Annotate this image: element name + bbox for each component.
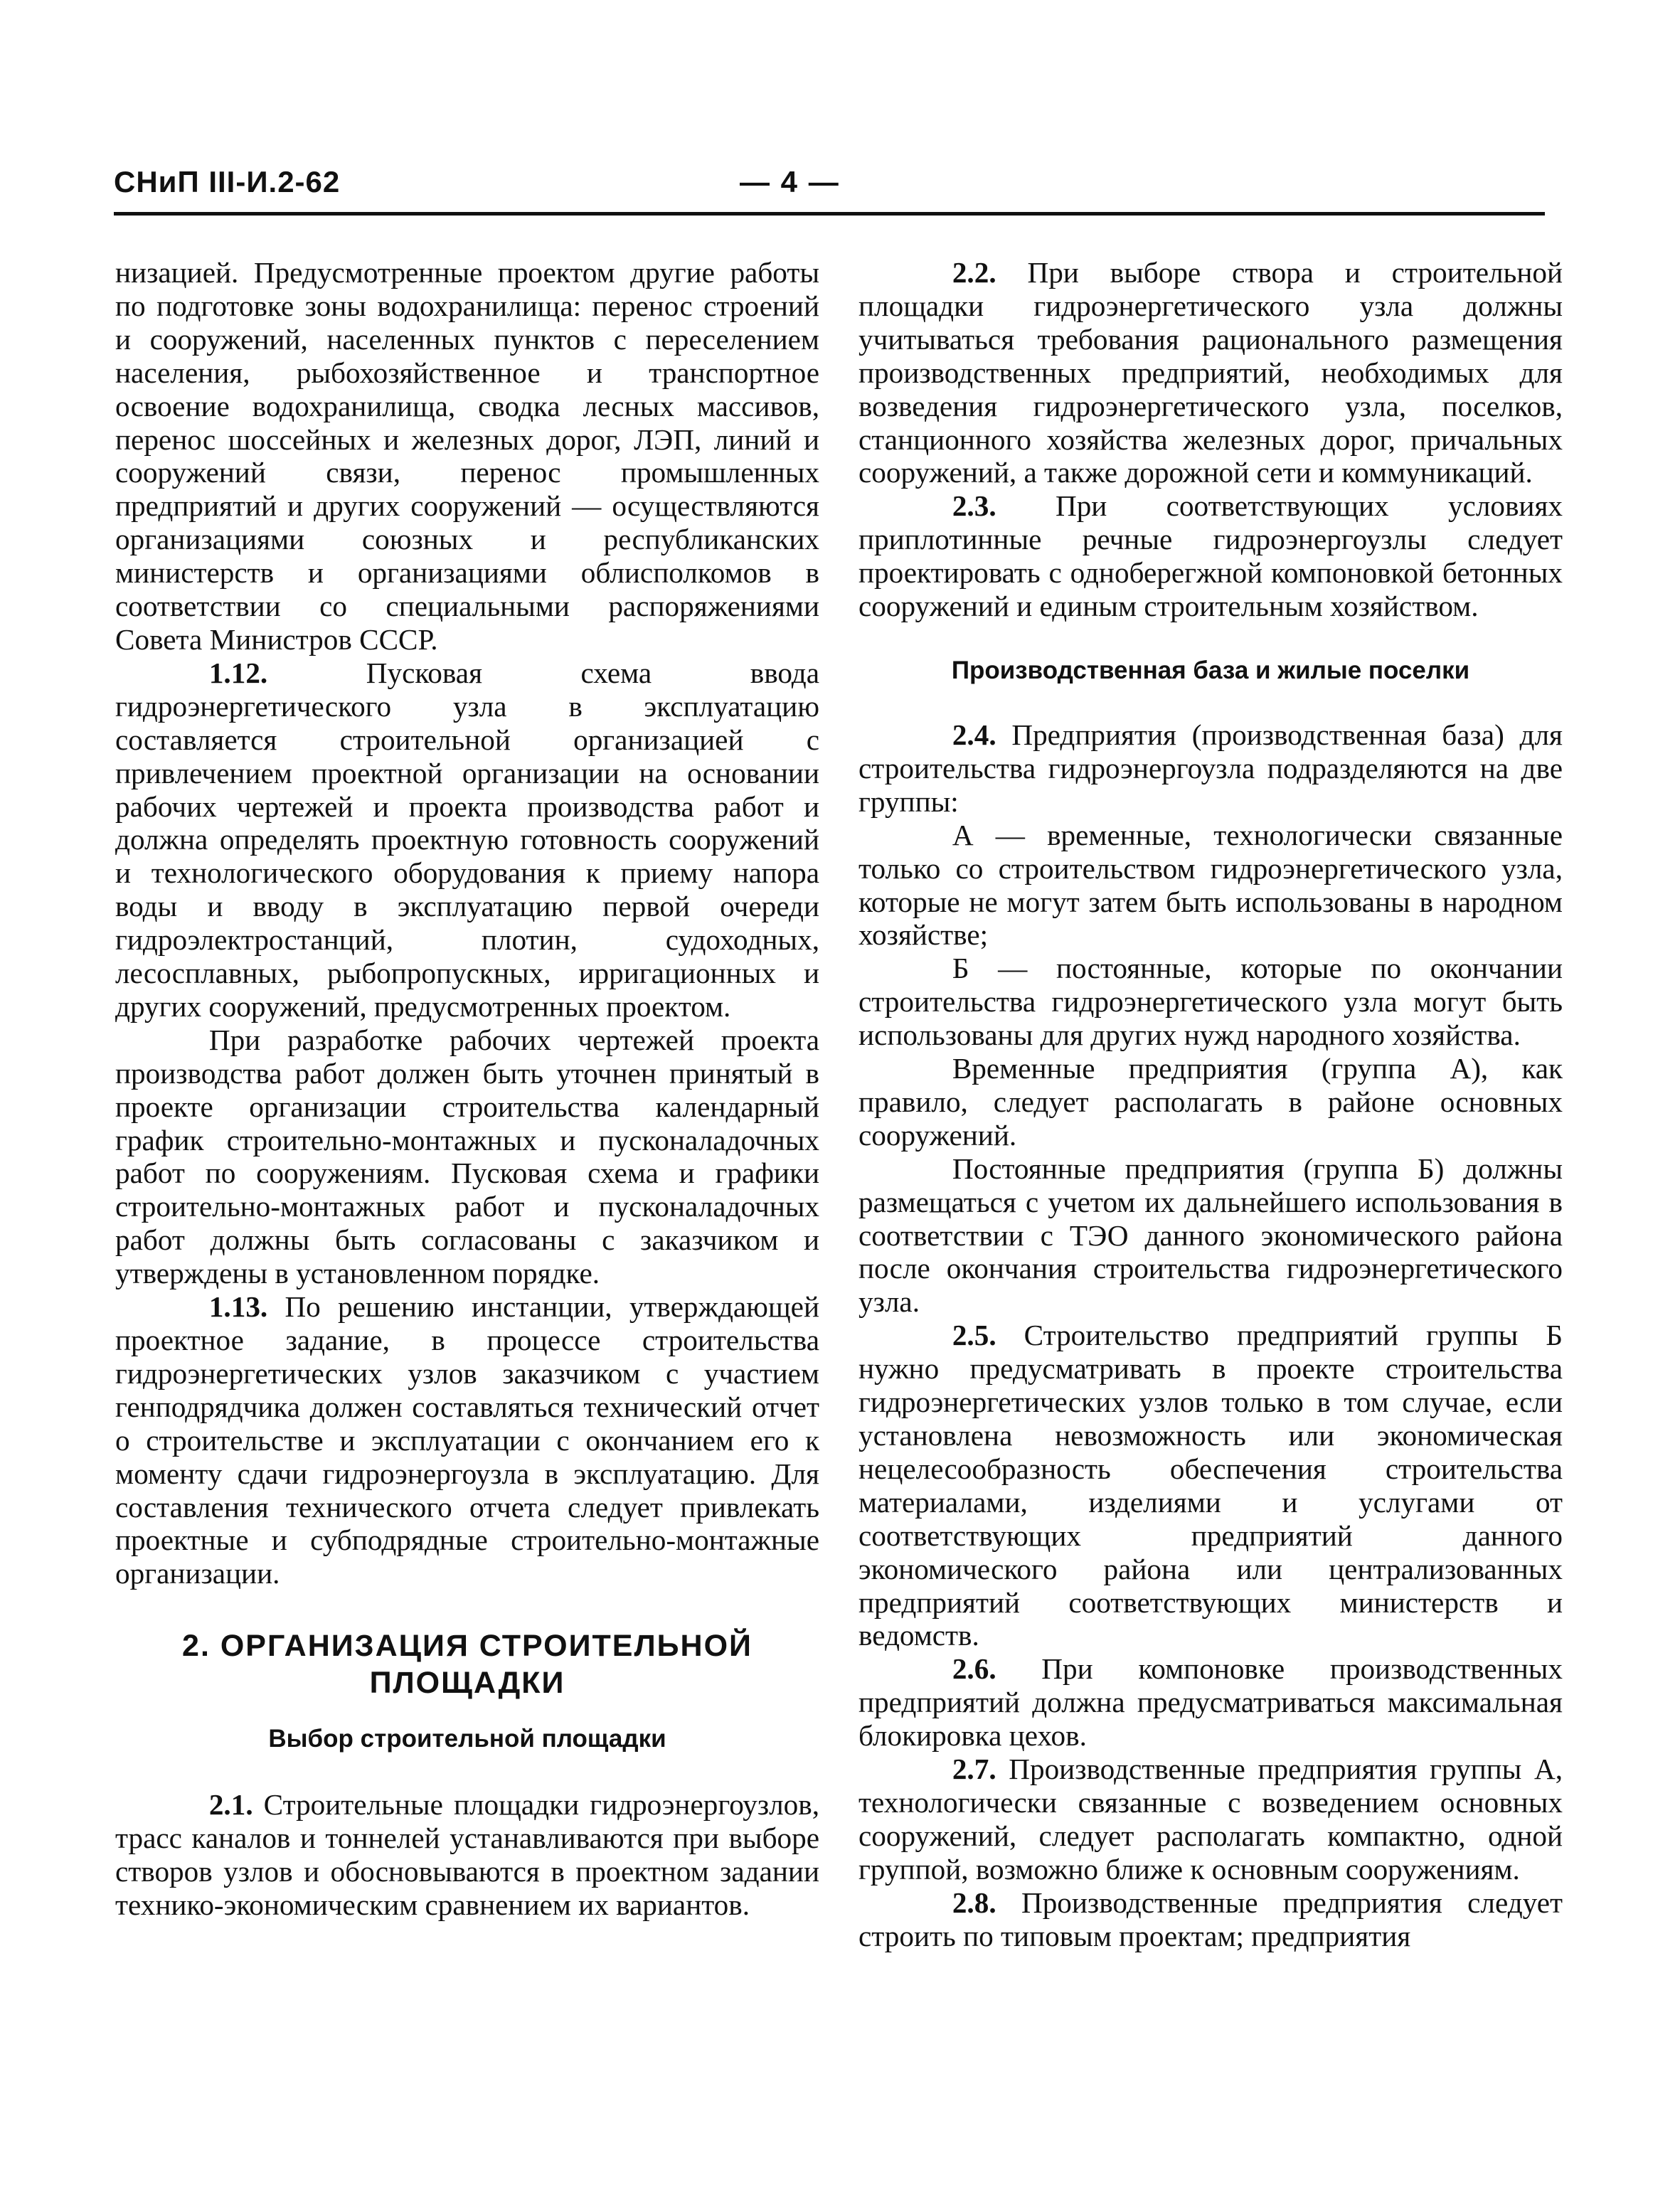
clause-number: 2.2. [952, 256, 996, 289]
paragraph-working-drawings: При разработке рабочих чертежей проекта производства работ должен быть уточнен принятый в проекте организации строительства календарный график строительно-монтажных и пусконаладочных работ по сооружениям. Пусковая схема и графики строительно-монтажных работ и пусконаладочных работ должны быть согласованы с заказчиком и утверждены в установленном порядке. [115, 1023, 819, 1290]
left-column [115, 256, 819, 1922]
paragraph-text: Производственные предприятия следует строить по типовым проектам; предприятия [858, 1886, 1563, 1952]
paragraph-2-5 [858, 1319, 1563, 1652]
section-heading-line: ПЛОЩАДКИ [369, 1666, 565, 1701]
clause-number: 2.4. [952, 718, 996, 751]
paragraph-text: При компоновке производственных предприятий должна предусматриваться максимальная блокировка цехов. [858, 1652, 1563, 1753]
paragraph-1-12 [115, 656, 819, 1024]
paragraph-text: Предприятия (производственная база) для строительства гидроэнергоузла подразделяются на две группы: [858, 718, 1563, 818]
right-column [858, 256, 1563, 1953]
paragraph-2-6 [858, 1652, 1563, 1753]
paragraph-text: Строительство предприятий группы Б нужно предусматривать в проекте строительства гидроэнергетических узлов только в том случае, если установлена невозможность или экономическая нецелесообразность обеспечения строительства материалами, изделиями и услугами от соответствующих предприятий данного экономического района или централизованных предприятий соответствующих министерств и ведомств. [858, 1319, 1563, 1652]
clause-number: 2.3. [952, 489, 996, 523]
section-heading-line: 2. ОРГАНИЗАЦИЯ СТРОИТЕЛЬНОЙ [182, 1629, 753, 1664]
paragraph-temporary: Временные предприятия (группа А), как правило, следует располагать в районе основных сооружений. [858, 1052, 1563, 1152]
clause-number: 1.12. [208, 656, 268, 689]
paragraph-2-2 [858, 256, 1563, 489]
clause-number: 1.13. [208, 1290, 268, 1324]
clause-number: 2.1. [208, 1788, 253, 1822]
paragraph-text: Строительные площадки гидроэнергоузлов, трасс каналов и тоннелей устанавливаются при выборе створов узлов и обосновываются в проектном задании технико-экономическим сравнением их вариантов. [115, 1788, 819, 1921]
clause-number: 2.5. [952, 1319, 996, 1352]
paragraph-group-b: Б — постоянные, которые по окончании строительства гидроэнергетического узла могут быть использованы для других нужд народного хозяйства. [858, 952, 1563, 1052]
paragraph-text: При соответствующих условиях приплотинные речные гидроэнергоузлы следует проектировать с одноберегжной компоновкой бетонных сооружений и единым строительным хозяйством. [858, 489, 1563, 623]
paragraph-2-8 [858, 1886, 1563, 1953]
paragraph-2-1 [115, 1788, 819, 1922]
paragraph-2-4 [858, 718, 1563, 819]
section-heading [115, 1627, 819, 1701]
paragraph-2-7 [858, 1753, 1563, 1886]
subsection-heading: Выбор строительной площадки [268, 1725, 666, 1753]
page-number: — 4 — [740, 165, 840, 198]
header-rule [114, 212, 1545, 216]
paragraph-1-13 [115, 1290, 819, 1590]
paragraph-group-a: А — временные, технологически связанные только со строительством гидроэнергетического узла, которые не могут затем быть использованы в народном хозяйстве; [858, 818, 1563, 952]
subsection-heading: Производственная база и жилые поселки [951, 656, 1470, 684]
page-header [114, 165, 1543, 211]
paragraph-text: При выборе створа и строительной площадки гидроэнергетического узла должны учитываться требования рационального размещения производственных предприятий, необходимых для возведения гидроэнергетического узла, поселков, станционного хозяйства железных дорог, причальных сооружений, а также дорожной сети и коммуникаций. [858, 256, 1563, 489]
document-code: СНиП III-И.2-62 [114, 165, 341, 198]
paragraph-continuation: низацией. Предусмотренные проектом другие работы по подготовке зоны водохранилища: перенос строений и сооружений, населенных пунктов с переселением населения, рыбохозяйственное и транспортное освоение водохранилища, сводка лесных массивов, перенос шоссейных и железных дорог, ЛЭП, линий и сооружений связи, перенос промышленных предприятий и других сооружений — осуществляются организациями союзных и республиканских министерств и организациями облисполкомов в соответствии со специальными распоряжениями Совета Министров СССР. [115, 256, 819, 656]
paragraph-text: Производственные предприятия группы А, технологически связанные с возведением основных сооружений, следует располагать компактно, одной группой, возможно ближе к основным сооружениям. [858, 1753, 1563, 1886]
paragraph-2-3 [858, 489, 1563, 623]
paragraph-text: По решению инстанции, утверждающей проектное задание, в процессе строительства гидроэнергетических узлов заказчиком с участием генподрядчика должен составляться технический отчет о строительстве и эксплуатации с окончанием его к моменту сдачи гидроэнергоузла в эксплуатацию. Для составления технического отчета следует привлекать проектные и субподрядные строительно-монтажные организации. [115, 1290, 819, 1590]
clause-number: 2.8. [952, 1886, 996, 1919]
paragraph-permanent: Постоянные предприятия (группа Б) должны размещаться с учетом их дальнейшего использования в соответствии с ТЭО данного экономического района после окончания строительства гидроэнергетического узла. [858, 1152, 1563, 1319]
paragraph-text: Пусковая схема ввода гидроэнергетического узла в эксплуатацию составляется строительной организацией с привлечением проектной организации на основании рабочих чертежей и проекта производства работ и должна определять проектную готовность сооружений и технологического оборудования к приему напора воды и вводу в эксплуатацию первой очереди гидроэлектростанций, плотин, судоходных, лесосплавных, рыбопропускных, ирригационных и других сооружений, предусмотренных проектом. [115, 656, 820, 1023]
clause-number: 2.6. [952, 1652, 996, 1686]
clause-number: 2.7. [952, 1753, 996, 1786]
